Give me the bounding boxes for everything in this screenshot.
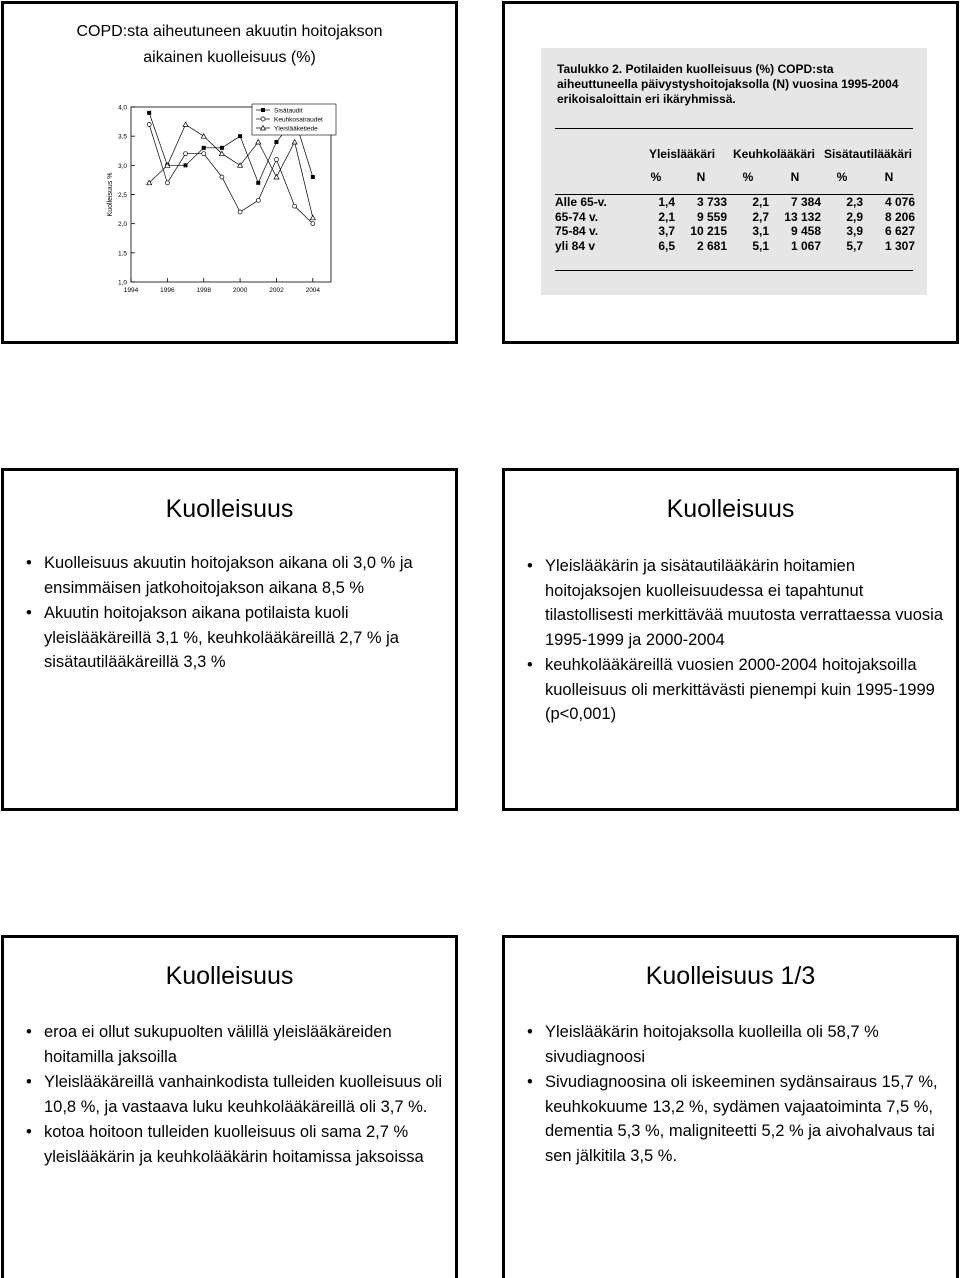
x-tick-label: 1998: [196, 287, 211, 294]
x-tick-label: 1996: [160, 287, 175, 294]
table-cell: 6 627: [884, 224, 915, 239]
bullet-item: • eroa ei ollut sukupuolten välillä yleislääkäreiden hoitamilla jaksoilla: [26, 1020, 446, 1069]
table-group-header: Sisätautilääkäri: [823, 147, 913, 161]
y-tick-label: 1,0: [117, 279, 127, 287]
x-tick-label: 2002: [269, 287, 284, 294]
bullet-list: [527, 554, 947, 728]
legend-label: Yleislääketiede: [274, 125, 318, 133]
table-cell: 1,4: [658, 195, 675, 210]
table-subheader: %: [742, 170, 754, 184]
data-point: [311, 175, 315, 179]
data-point: [274, 140, 278, 144]
slide-chart: [1, 1, 458, 344]
data-point: [274, 158, 278, 162]
series-line: [149, 125, 313, 218]
data-point: [261, 117, 265, 121]
table-caption: Taulukko 2. Potilaiden kuolleisuus (%) COPD:sta aiheuttuneella päivystyshoitojaksolla (N) vuosina 1995-2004 erikoisaloittain eri ikäryhmissä.: [557, 62, 899, 106]
slide-kuolleisuus-1-3: [502, 935, 959, 1278]
slide-table: [502, 1, 959, 344]
data-point: [220, 146, 224, 150]
table-cell: 2,1: [752, 195, 769, 210]
bullet-item: • Yleislääkärin ja sisätautilääkärin hoitamien hoitojaksojen kuolleisuudessa ei tapahtunut tilastollisesti merkittävää muutosta verrattaessa vuosia 1995-1999 ja 2000-2004: [527, 554, 947, 652]
table-cell: 3,1: [752, 224, 769, 239]
bullet-item: • keuhkolääkäreillä vuosien 2000-2004 hoitojaksoilla kuolleisuus oli merkittävästi pienempi kuin 1995-1999 (p<0,001): [527, 653, 947, 727]
table-cell: 2,7: [752, 209, 769, 224]
table-cell: 2,3: [846, 195, 863, 210]
data-point: [220, 175, 224, 179]
data-point: [274, 175, 279, 180]
y-tick-label: 2,5: [117, 192, 127, 199]
table-cell: 7 384: [790, 195, 821, 210]
table-cell: 2,1: [658, 209, 675, 224]
table-subheader: N: [696, 170, 706, 184]
data-point: [256, 198, 260, 202]
row-label: 65-74 v.: [555, 209, 599, 224]
bullet-item: • kotoa hoitoon tulleiden kuolleisuus oli sama 2,7 % yleislääkärin ja keuhkolääkärin hoitamissa jaksoissa: [26, 1120, 446, 1169]
table-subheader: N: [884, 170, 894, 184]
slide-title: Kuolleisuus: [666, 495, 795, 523]
y-tick-label: 2,0: [117, 221, 127, 229]
y-tick-label: 3,0: [117, 162, 127, 170]
data-point: [261, 108, 265, 112]
x-tick-label: 1994: [123, 287, 139, 294]
bullet-list: [527, 1020, 947, 1169]
x-tick-label: 2004: [305, 287, 321, 294]
data-point: [165, 181, 169, 185]
slide-title: Kuolleisuus: [165, 962, 294, 990]
table-cell: 4 076: [884, 195, 915, 210]
table-subheader: N: [790, 170, 800, 184]
chart-title-line2: aikainen kuolleisuus (%): [143, 49, 316, 66]
row-label: yli 84 v: [555, 238, 596, 253]
table-cell: 10 215: [690, 224, 727, 239]
mortality-table: [555, 143, 915, 253]
y-axis-label: Kuolleisuus %: [107, 172, 114, 217]
data-point: [292, 140, 297, 145]
data-point: [202, 152, 206, 156]
data-point: [238, 134, 242, 138]
data-point: [238, 210, 242, 214]
table-cell: 2 681: [696, 238, 727, 253]
data-point: [256, 181, 260, 185]
data-point: [256, 140, 261, 145]
table-cell: 1 307: [884, 238, 915, 253]
data-point: [147, 123, 151, 127]
bullet-list: [26, 1020, 446, 1170]
series-line: [149, 125, 313, 224]
table-cell: 6,5: [658, 238, 675, 253]
data-point: [310, 215, 315, 220]
legend-label: Keuhkosairaudet: [274, 116, 323, 124]
table-top-rule: [555, 128, 913, 129]
slide-kuolleisuus-2: [502, 468, 959, 811]
data-point: [184, 163, 188, 167]
data-point: [147, 111, 151, 115]
data-point: [183, 122, 188, 127]
data-point: [293, 204, 297, 208]
data-point: [201, 134, 206, 139]
table-row: [555, 210, 915, 225]
slide-title: Kuolleisuus: [165, 495, 294, 523]
table-row: [555, 195, 915, 210]
table-row: [555, 239, 915, 254]
table-subheader: %: [836, 170, 848, 184]
table-cell: 3,7: [658, 224, 675, 239]
table-cell: 5,7: [846, 238, 863, 253]
scanned-table-image: [541, 48, 927, 295]
data-point: [311, 222, 315, 226]
bullet-list: [26, 551, 446, 676]
chart-title-line1: COPD:sta aiheutuneen akuutin hoitojakson: [76, 23, 383, 40]
table-cell: 1 067: [790, 238, 821, 253]
y-tick-label: 1,5: [117, 250, 127, 258]
bullet-item: • Yleislääkäreillä vanhainkodista tulleiden kuolleisuus oli 10,8 %, ja vastaava luku keuhkolääkäreillä oli 3,7 %.: [26, 1070, 446, 1119]
bullet-item: • Sivudiagnoosina oli iskeeminen sydänsairaus 15,7 %, keuhkokuume 13,2 %, sydämen vajaatoiminta 7,5 %, dementia 5,3 %, maligniteetti 5,2 % ja aivohalvaus tai sen jälkitila 3,5 %.: [527, 1070, 947, 1168]
table-subheader: %: [650, 170, 662, 184]
data-point: [202, 146, 206, 150]
row-label: 75-84 v.: [555, 224, 599, 239]
y-tick-label: 4,0: [117, 104, 127, 112]
table-bottom-rule: [555, 270, 913, 271]
table-cell: 8 206: [884, 209, 915, 224]
table-cell: 2,9: [846, 209, 863, 224]
row-label: Alle 65-v.: [555, 195, 607, 210]
table-cell: 13 132: [784, 209, 821, 224]
bullet-item: • Yleislääkärin hoitojaksolla kuolleilla oli 58,7 % sivudiagnoosi: [527, 1020, 947, 1069]
legend-label: Sisätaudit: [274, 107, 303, 115]
table-cell: 3 733: [696, 195, 727, 210]
table-group-header: Yleislääkäri: [648, 147, 716, 161]
table-cell: 3,9: [846, 224, 863, 239]
y-tick-label: 3,5: [117, 133, 127, 141]
table-group-header: Keuhkolääkäri: [732, 147, 816, 161]
bullet-item: • Akuutin hoitojakson aikana potilaista kuoli yleislääkäreillä 3,1 %, keuhkolääkäreillä 2,7 % ja sisätautilääkäreillä 3,3 %: [26, 601, 446, 675]
slide-title: Kuolleisuus 1/3: [645, 962, 816, 990]
table-cell: 9 559: [696, 209, 727, 224]
mortality-line-chart: [4, 4, 455, 341]
slide-kuolleisuus-3: [1, 935, 458, 1278]
x-tick-label: 2000: [232, 287, 248, 294]
table-cell: 5,1: [752, 238, 769, 253]
table-cell: 9 458: [790, 224, 821, 239]
table-row: [555, 224, 915, 239]
bullet-item: • Kuolleisuus akuutin hoitojakson aikana oli 3,0 % ja ensimmäisen jatkohoitojakson aikana 8,5 %: [26, 551, 446, 600]
data-point: [184, 152, 188, 156]
slide-kuolleisuus-1: [1, 468, 458, 811]
